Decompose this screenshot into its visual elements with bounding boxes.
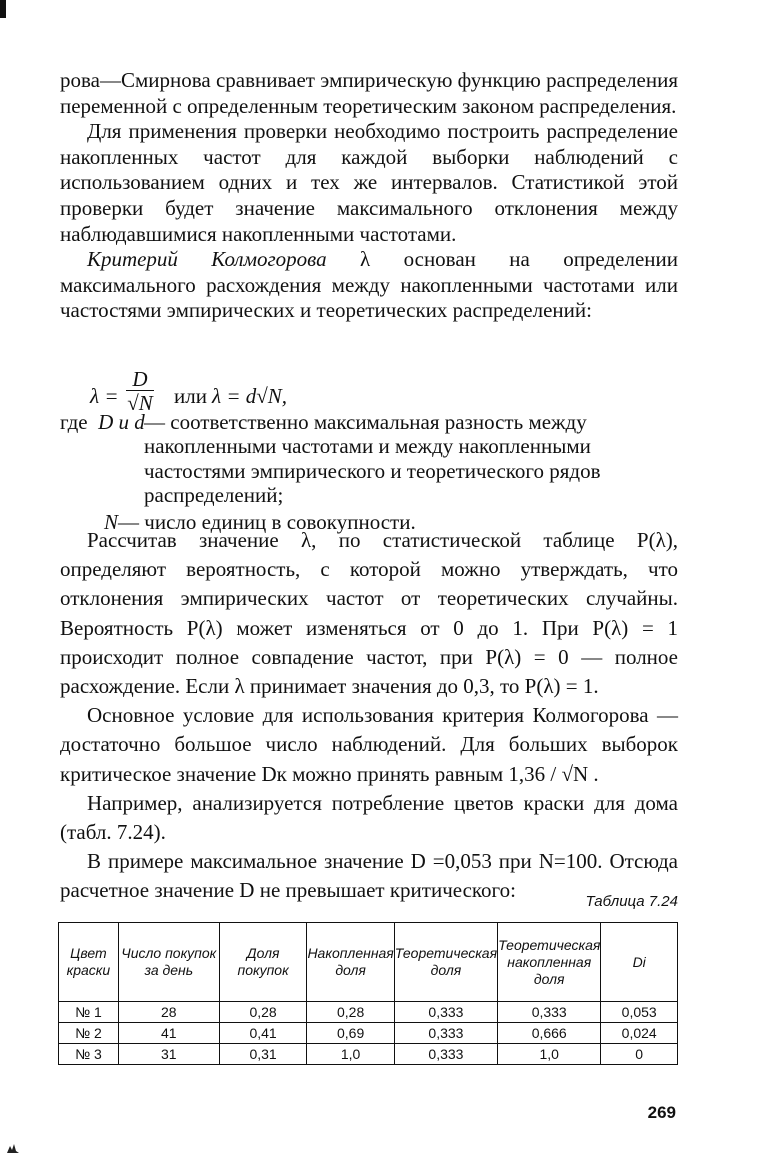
header-color: Цвет краски — [59, 923, 119, 1002]
body-text-bottom — [60, 526, 678, 906]
paragraph-5: Основное условие для использования критерия Колмогорова — достаточно большое число наблюдений. Для больших выборок критическое значение Dк можно принять равным 1,36 / √N . — [60, 703, 678, 786]
table-cell: 0,053 — [601, 1002, 678, 1023]
table-cell: 0,69 — [307, 1023, 394, 1044]
formula-denominator: √N — [127, 391, 153, 415]
table-cell: 0,024 — [601, 1023, 678, 1044]
table-cell: 0 — [601, 1044, 678, 1065]
table-cell: 41 — [118, 1023, 219, 1044]
table-cell: 0,333 — [394, 1002, 497, 1023]
data-table — [58, 922, 678, 1065]
definition-d — [60, 410, 678, 508]
paragraph-6: Например, анализируется потребление цветов краски для дома (табл. 7.24). — [60, 790, 678, 845]
body-text-top — [60, 68, 678, 324]
table-cell: № 2 — [59, 1023, 119, 1044]
table-cell: 1,0 — [307, 1044, 394, 1065]
table-cell: 0,333 — [394, 1023, 497, 1044]
table-cell: 0,333 — [498, 1002, 601, 1023]
definition-n-text: — число единиц в совокупности. — [118, 509, 416, 534]
formula-or: или — [174, 384, 207, 408]
header-share: Доля покупок — [219, 923, 307, 1002]
page-number: 269 — [647, 1103, 676, 1122]
table-cell: 1,0 — [498, 1044, 601, 1065]
paragraph-1: рова—Смирнова сравнивает эмпирическую функцию распределения переменной с определенным теоретическим законом распределения. — [60, 68, 678, 118]
formula-rhs: λ = d√N, — [212, 384, 288, 408]
table-cell: 0,28 — [219, 1002, 307, 1023]
table-row — [59, 1002, 678, 1023]
table-cell: № 3 — [59, 1044, 119, 1065]
table-cell: 28 — [118, 1002, 219, 1023]
table-header-row — [59, 923, 678, 1002]
header-cumulative-share: Накопленная доля — [307, 923, 394, 1002]
definition-d-text: — соответственно максимальная разность между накопленными частотами и между накопленными частостями эмпирического и теоретического рядов распределений; — [144, 410, 601, 508]
paragraph-2: Для применения проверки необходимо построить распределение накопленных частот для каждой выборки наблюдений с использованием одних и тех же интервалов. Статистикой этой проверки будет значение максимального отклонения между наблюдавшимися накопленными частотами. — [60, 119, 678, 246]
table-cell: № 1 — [59, 1002, 119, 1023]
table-cell: 0,31 — [219, 1044, 307, 1065]
formula-fraction — [126, 368, 154, 415]
header-theoretical-cumulative: Теоретическая накопленная доля — [498, 923, 601, 1002]
table-cell: 0,41 — [219, 1023, 307, 1044]
term-kolmogorov: Критерий Колмогорова — [87, 247, 327, 272]
symbol-d: D и d — [98, 410, 145, 434]
paragraph-4: Рассчитав значение λ, по статистической таблице P(λ), определяют вероятность, с которой можно утверждать, что отклонения эмпирических частот от теоретических случайны. Вероятность P(λ) может изменяться от 0 до 1. При P(λ) = 1 происходит полное совпадение частот, при P(λ) = 0 — полное расхождение. Если λ принимает значения до 0,3, то P(λ) = 1. — [60, 528, 678, 699]
table-row — [59, 1023, 678, 1044]
symbol-n: N — [104, 509, 119, 534]
paragraph-7: В примере максимальное значение D =0,053 при N=100. Отсюда расчетное значение D не превышает критического: — [60, 849, 678, 903]
header-di: Di — [601, 923, 678, 1002]
table-row — [59, 1044, 678, 1065]
header-purchases: Число покупок за день — [118, 923, 219, 1002]
table-cell: 0,333 — [394, 1044, 497, 1065]
paragraph-3-rest: λ основан на определении максимального расхождения между накопленными частотами или частостями эмпирических и теоретических распределений: — [60, 247, 678, 323]
where-label: где D и d — [60, 410, 145, 434]
scan-artifact-icon — [6, 1140, 20, 1154]
where-definitions — [60, 410, 678, 534]
table-cell: 0,666 — [498, 1023, 601, 1044]
formula-lhs: λ = — [90, 384, 119, 408]
header-theoretical-share: Теоретическая доля — [394, 923, 497, 1002]
table-caption: Таблица 7.24 — [585, 893, 678, 910]
paragraph-3 — [60, 247, 678, 324]
table-cell: 0,28 — [307, 1002, 394, 1023]
scan-corner-mark — [0, 0, 6, 18]
table-cell: 31 — [118, 1044, 219, 1065]
formula-numerator: D — [126, 368, 154, 391]
